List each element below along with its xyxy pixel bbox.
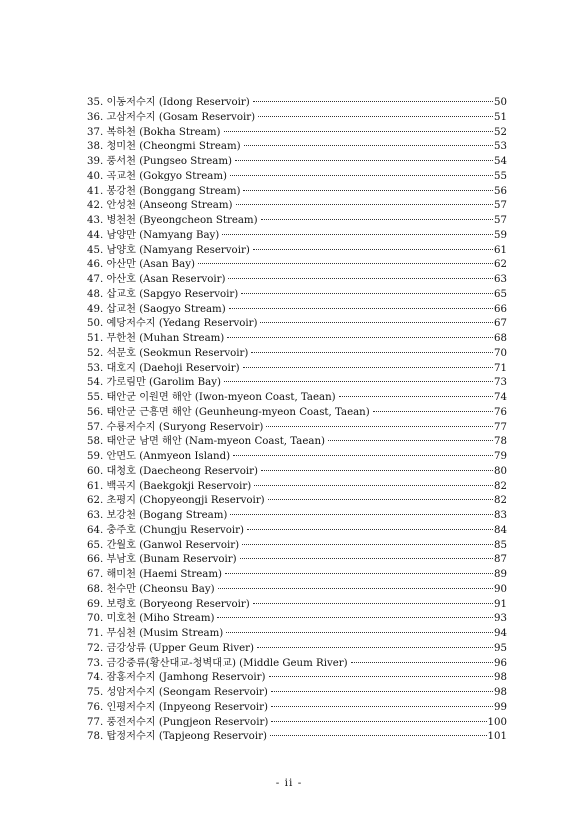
toc-entry-page-number: 67 xyxy=(494,318,507,330)
toc-entry-title: 39. 풍서천 (Pungseo Stream) xyxy=(87,156,232,167)
dot-leader xyxy=(253,603,493,604)
toc-entry[interactable] xyxy=(87,612,507,627)
dot-leader xyxy=(270,735,487,736)
toc-entry[interactable] xyxy=(87,303,507,318)
toc-entry-page-number: 100 xyxy=(487,716,507,728)
dot-leader xyxy=(271,721,486,722)
toc-entry-title: 41. 봉강천 (Bonggang Stream) xyxy=(87,185,241,197)
dot-leader xyxy=(198,263,493,264)
toc-entry-title: 57. 수룡저수지 (Suryong Reservoir) xyxy=(87,421,264,433)
toc-entry-title: 74. 잠홍저수지 (Jamhong Reservoir) xyxy=(87,672,266,684)
dot-leader xyxy=(261,219,493,220)
dot-leader xyxy=(229,308,493,309)
dot-leader xyxy=(339,396,493,397)
toc-entry-page-number: 59 xyxy=(494,229,507,241)
toc-entry-title: 66. 부남호 (Bunam Reservoir) xyxy=(87,554,237,566)
toc-entry-page-number: 87 xyxy=(494,554,507,566)
toc-entry-page-number: 79 xyxy=(494,451,507,462)
toc-entry-page-number: 95 xyxy=(494,642,507,654)
toc-entry-page-number: 74 xyxy=(494,392,507,403)
toc-entry-title: 54. 가로림만 (Garolim Bay) xyxy=(87,377,221,389)
toc-entry-page-number: 65 xyxy=(494,288,507,300)
toc-entry-page-number: 55 xyxy=(494,170,507,182)
toc-entry-title: 48. 삽교호 (Sapgyo Reservoir) xyxy=(87,288,239,300)
toc-entry-title: 40. 곡교천 (Gokgyo Stream) xyxy=(87,170,227,182)
dot-leader xyxy=(227,337,493,338)
toc-entry-title: 75. 성암저수지 (Seongam Reservoir) xyxy=(87,687,268,698)
toc-entry-title: 58. 태안군 남면 해안 (Nam-myeon Coast, Taean) xyxy=(87,436,325,448)
dot-leader xyxy=(218,588,493,589)
toc-entry[interactable] xyxy=(87,553,507,568)
toc-entry-title: 51. 무한천 (Muhan Stream) xyxy=(87,333,225,344)
toc-entry-page-number: 96 xyxy=(494,657,507,669)
toc-entry[interactable] xyxy=(87,421,507,436)
toc-entry[interactable] xyxy=(87,229,507,244)
dot-leader xyxy=(225,573,493,574)
toc-entry[interactable] xyxy=(87,716,507,731)
toc-entry[interactable] xyxy=(87,524,507,539)
toc-entry-title: 76. 인평저수지 (Inpyeong Reservoir) xyxy=(87,701,269,713)
toc-entry-title: 71. 무심천 (Musim Stream) xyxy=(87,628,224,639)
toc-entry[interactable] xyxy=(87,96,507,111)
toc-entry[interactable] xyxy=(87,185,507,200)
toc-entry[interactable] xyxy=(87,435,507,450)
toc-entry-title: 38. 청미천 (Cheongmi Stream) xyxy=(87,141,241,153)
toc-entry-title: 42. 안성천 (Anseong Stream) xyxy=(87,200,233,212)
dot-leader xyxy=(243,190,493,191)
toc-entry-title: 37. 복하천 (Bokha Stream) xyxy=(87,126,221,138)
toc-entry-page-number: 66 xyxy=(494,303,507,315)
toc-entry[interactable] xyxy=(87,598,507,613)
toc-entry-page-number: 52 xyxy=(494,126,507,138)
toc-entry[interactable] xyxy=(87,509,507,524)
toc-entry-page-number: 68 xyxy=(494,333,507,344)
dot-leader xyxy=(373,411,493,412)
toc-entry-title: 46. 아산만 (Asan Bay) xyxy=(87,259,195,271)
toc-entry-page-number: 63 xyxy=(494,274,507,285)
toc-entry[interactable] xyxy=(87,701,507,716)
toc-entry-page-number: 99 xyxy=(494,701,507,713)
dot-leader xyxy=(253,249,493,250)
dot-leader xyxy=(230,514,493,515)
toc-entry-title: 65. 간월호 (Ganwol Reservoir) xyxy=(87,539,240,551)
table-of-contents xyxy=(87,96,507,745)
toc-entry[interactable] xyxy=(87,730,507,745)
dot-leader xyxy=(217,617,493,618)
toc-entry-title: 63. 보강천 (Bogang Stream) xyxy=(87,510,228,521)
toc-entry-title: 67. 해미천 (Haemi Stream) xyxy=(87,569,222,580)
toc-entry-page-number: 62 xyxy=(494,259,507,271)
toc-entry-page-number: 82 xyxy=(494,480,507,492)
toc-entry[interactable] xyxy=(87,539,507,554)
toc-entry-page-number: 77 xyxy=(494,421,507,433)
toc-entry-title: 78. 탑정저수지 (Tapjeong Reservoir) xyxy=(87,731,267,743)
toc-entry[interactable] xyxy=(87,568,507,583)
toc-entry-page-number: 90 xyxy=(494,583,507,595)
toc-entry[interactable] xyxy=(87,642,507,657)
toc-entry-title: 59. 안면도 (Anmyeon Island) xyxy=(87,451,231,462)
toc-entry-title: 55. 태안군 이원면 해안 (Iwon-myeon Coast, Taean) xyxy=(87,392,336,403)
dot-leader xyxy=(224,381,493,382)
toc-entry-page-number: 80 xyxy=(494,465,507,477)
dot-leader xyxy=(230,175,493,176)
dot-leader xyxy=(244,145,493,146)
dot-leader xyxy=(253,101,493,102)
toc-entry-page-number: 51 xyxy=(494,111,507,123)
toc-entry-page-number: 50 xyxy=(494,97,507,108)
toc-entry-page-number: 89 xyxy=(494,569,507,580)
dot-leader xyxy=(271,706,493,707)
toc-entry[interactable] xyxy=(87,288,507,303)
toc-entry-title: 70. 미호천 (Miho Stream) xyxy=(87,613,215,625)
toc-entry-title: 35. 이동저수지 (Idong Reservoir) xyxy=(87,97,250,108)
toc-entry[interactable] xyxy=(87,583,507,598)
dot-leader xyxy=(260,322,493,323)
toc-entry-page-number: 70 xyxy=(494,347,507,359)
toc-entry[interactable] xyxy=(87,111,507,126)
toc-entry-page-number: 94 xyxy=(494,628,507,639)
toc-entry[interactable] xyxy=(87,627,507,642)
dot-leader xyxy=(328,440,493,441)
toc-entry-page-number: 85 xyxy=(494,539,507,551)
toc-entry[interactable] xyxy=(87,465,507,480)
toc-entry-title: 44. 남양만 (Namyang Bay) xyxy=(87,229,220,241)
toc-entry-page-number: 84 xyxy=(494,524,507,536)
toc-entry-page-number: 78 xyxy=(494,436,507,448)
toc-entry-title: 56. 태안군 근흥면 해안 (Geunheung-myeon Coast, Taean) xyxy=(87,406,370,418)
toc-entry[interactable] xyxy=(87,273,507,288)
toc-entry-title: 50. 예당저수지 (Yedang Reservoir) xyxy=(87,318,258,330)
toc-entry[interactable] xyxy=(87,362,507,377)
toc-entry[interactable] xyxy=(87,347,507,362)
dot-leader xyxy=(268,499,493,500)
page-footer-number: - ii - xyxy=(275,777,303,789)
toc-entry-page-number: 76 xyxy=(494,406,507,418)
dot-leader xyxy=(351,662,493,663)
toc-entry-page-number: 98 xyxy=(494,672,507,684)
dot-leader xyxy=(236,204,494,205)
dot-leader xyxy=(224,131,494,132)
toc-entry[interactable] xyxy=(87,140,507,155)
toc-entry-page-number: 91 xyxy=(494,598,507,610)
toc-entry-title: 64. 충주호 (Chungju Reservoir) xyxy=(87,524,244,536)
toc-entry[interactable] xyxy=(87,671,507,686)
toc-entry[interactable] xyxy=(87,391,507,406)
toc-entry[interactable] xyxy=(87,317,507,332)
toc-entry-page-number: 53 xyxy=(494,141,507,153)
toc-entry-title: 47. 아산호 (Asan Reservoir) xyxy=(87,274,226,285)
dot-leader xyxy=(233,455,493,456)
toc-entry[interactable] xyxy=(87,686,507,701)
toc-entry-page-number: 54 xyxy=(494,156,507,167)
dot-leader xyxy=(226,632,493,633)
toc-entry-title: 45. 남양호 (Namyang Reservoir) xyxy=(87,244,250,256)
dot-leader xyxy=(261,470,493,471)
toc-entry-page-number: 101 xyxy=(487,731,507,743)
toc-entry-title: 69. 보령호 (Boryeong Reservoir) xyxy=(87,598,250,610)
toc-entry-title: 77. 풍전저수지 (Pungjeon Reservoir) xyxy=(87,716,269,728)
toc-entry-page-number: 71 xyxy=(494,362,507,374)
toc-entry-title: 36. 고삼저수지 (Gosam Reservoir) xyxy=(87,111,256,123)
dot-leader xyxy=(247,529,493,530)
toc-entry-page-number: 93 xyxy=(494,613,507,625)
toc-entry-title: 43. 병천천 (Byeongcheon Stream) xyxy=(87,215,258,226)
toc-entry-title: 49. 삽교천 (Saogyo Stream) xyxy=(87,303,226,315)
toc-entry[interactable] xyxy=(87,170,507,185)
dot-leader xyxy=(254,485,493,486)
dot-leader xyxy=(269,676,494,677)
toc-entry-title: 72. 금강상류 (Upper Geum River) xyxy=(87,642,254,654)
toc-entry-title: 52. 석문호 (Seokmun Reservoir) xyxy=(87,347,249,359)
dot-leader xyxy=(242,544,493,545)
toc-entry-page-number: 83 xyxy=(494,510,507,521)
toc-entry-page-number: 57 xyxy=(494,215,507,226)
dot-leader xyxy=(271,691,493,692)
dot-leader xyxy=(266,426,493,427)
dot-leader xyxy=(228,278,493,279)
toc-entry-page-number: 57 xyxy=(494,200,507,212)
toc-entry-title: 60. 대청호 (Daecheong Reservoir) xyxy=(87,465,259,477)
dot-leader xyxy=(258,116,493,117)
dot-leader xyxy=(222,234,493,235)
toc-entry[interactable] xyxy=(87,657,507,672)
toc-entry[interactable] xyxy=(87,450,507,465)
toc-entry[interactable] xyxy=(87,406,507,421)
toc-entry-page-number: 61 xyxy=(494,244,507,256)
toc-entry-page-number: 98 xyxy=(494,687,507,698)
toc-entry[interactable] xyxy=(87,258,507,273)
toc-entry[interactable] xyxy=(87,376,507,391)
toc-entry-title: 73. 금강중류(황산대교-청벽대교) (Middle Geum River) xyxy=(87,657,348,669)
toc-entry[interactable] xyxy=(87,480,507,495)
dot-leader xyxy=(241,293,493,294)
toc-entry[interactable] xyxy=(87,126,507,141)
toc-entry[interactable] xyxy=(87,155,507,170)
toc-entry[interactable] xyxy=(87,214,507,229)
toc-entry[interactable] xyxy=(87,199,507,214)
toc-entry-title: 53. 대호지 (Daehoji Reservoir) xyxy=(87,362,240,374)
dot-leader xyxy=(243,367,493,368)
toc-entry-page-number: 73 xyxy=(494,377,507,389)
toc-entry-page-number: 56 xyxy=(494,185,507,197)
toc-entry[interactable] xyxy=(87,332,507,347)
dot-leader xyxy=(240,558,493,559)
toc-entry-title: 68. 천수만 (Cheonsu Bay) xyxy=(87,583,215,595)
toc-entry-title: 62. 초평지 (Chopyeongji Reservoir) xyxy=(87,495,265,507)
toc-entry-title: 61. 백곡지 (Baekgokji Reservoir) xyxy=(87,480,252,492)
toc-entry-page-number: 82 xyxy=(494,495,507,507)
dot-leader xyxy=(235,160,493,161)
dot-leader xyxy=(257,647,493,648)
toc-entry[interactable] xyxy=(87,494,507,509)
dot-leader xyxy=(251,352,493,353)
toc-entry[interactable] xyxy=(87,244,507,259)
